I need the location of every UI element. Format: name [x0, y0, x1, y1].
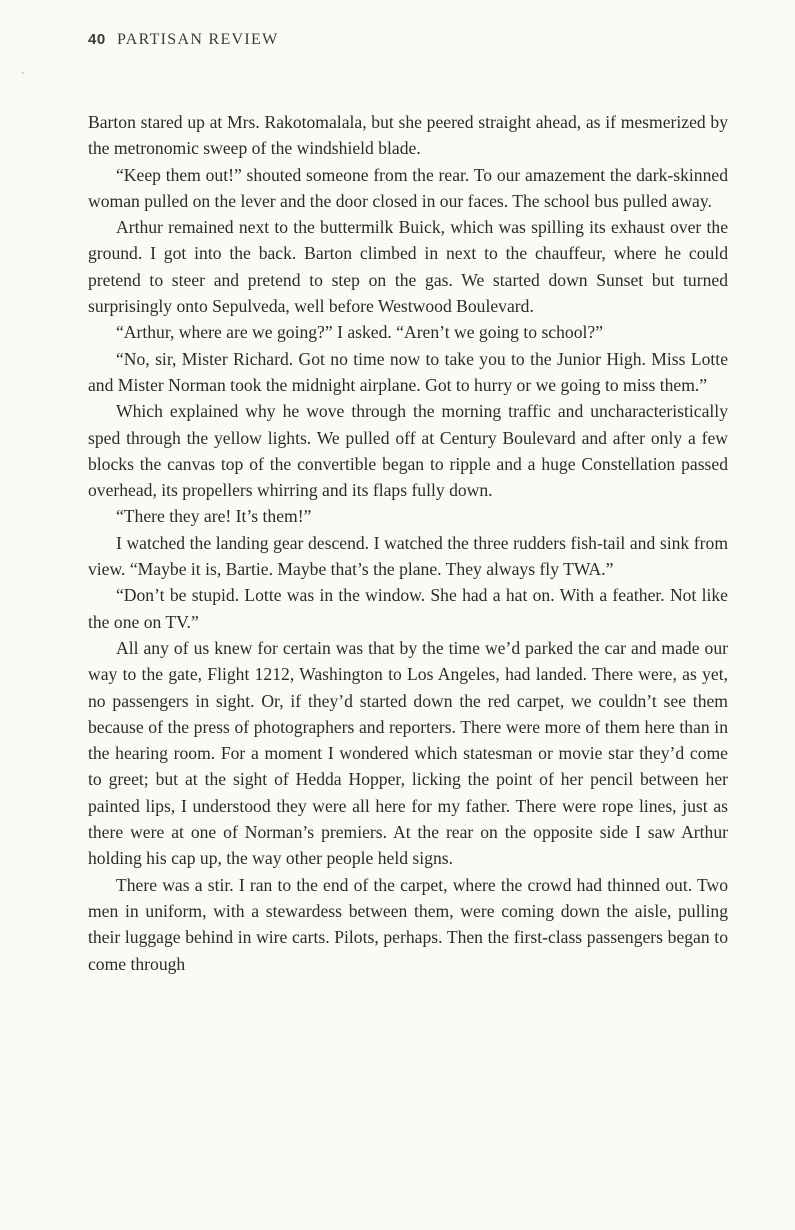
page-number: 40: [88, 31, 106, 48]
body-text: [88, 109, 728, 977]
paragraph-2: “Keep them out!” shouted someone from the rear. To our amazement the dark-skinned woman pulled on the lever and the door closed in our faces. The school bus pulled away.: [88, 164, 728, 211]
journal-title: PARTISAN REVIEW: [117, 31, 279, 48]
paragraph-3: Arthur remained next to the buttermilk Buick, which was spilling its exhaust over the ground. I got into the back. Barton climbed in next to the chauffeur, where he could pretend to steer and pretend to step on the gas. We started down Sunset but turned surprisingly onto Sepulveda, well before Westwood Boulevard.: [88, 217, 728, 317]
paragraph-11: There was a stir. I ran to the end of the carpet, where the crowd had thinned out. Two men in uniform, with a stewardess between them, were coming down the aisle, pulling their luggage behind in wire carts. Pilots, perhaps. Then the first-class passengers began to come through: [88, 874, 728, 974]
running-head: [88, 31, 279, 49]
paragraph-8: I watched the landing gear descend. I watched the three rudders fish-tail and sink from view. “Maybe it is, Bartie. Maybe that’s the plane. They always fly TWA.”: [88, 532, 728, 580]
paragraph-5: “No, sir, Mister Richard. Got no time now to take you to the Junior High. Miss Lotte and Mister Norman took the midnight airplane. Got to hurry or we going to miss them.”: [88, 348, 728, 395]
paragraph-1: Barton stared up at Mrs. Rakotomalala, but she peered straight ahead, as if mesmerized by the metronomic sweep of the windshield blade.: [88, 112, 728, 159]
page-speck: [22, 72, 24, 74]
paragraph-6: Which explained why he wove through the morning traffic and uncharacteristically sped through the yellow lights. We pulled off at Century Boulevard and after only a few blocks the canvas top of the convertible began to ripple and a huge Constellation passed overhead, its propellers whirring and its flaps fully down.: [88, 401, 728, 501]
paragraph-4: “Arthur, where are we going?” I asked. “Aren’t we going to school?”: [116, 322, 604, 343]
paragraph-10: All any of us knew for certain was that by the time we’d parked the car and made our way to the gate, Flight 1212, Washington to Los Angeles, had landed. There were, as yet, no passengers in sight. Or, if they’d started down the red carpet, we couldn’t see them because of the press of photographers and reporters. There were more of them here than in the hearing room. For a moment I wondered which statesman or movie star they’d come to greet; but at the sight of Hedda Hopper, licking the point of her pencil between her painted lips, I understood they were all here for my father. There were rope lines, just as there were at one of Norman’s premiers. At the rear on the opposite side I saw Arthur holding his cap up, the way other people held signs.: [88, 637, 728, 869]
paragraph-7: “There they are! It’s them!”: [116, 506, 312, 527]
paragraph-9: “Don’t be stupid. Lotte was in the window. She had a hat on. With a feather. Not like the one on TV.”: [88, 585, 728, 632]
